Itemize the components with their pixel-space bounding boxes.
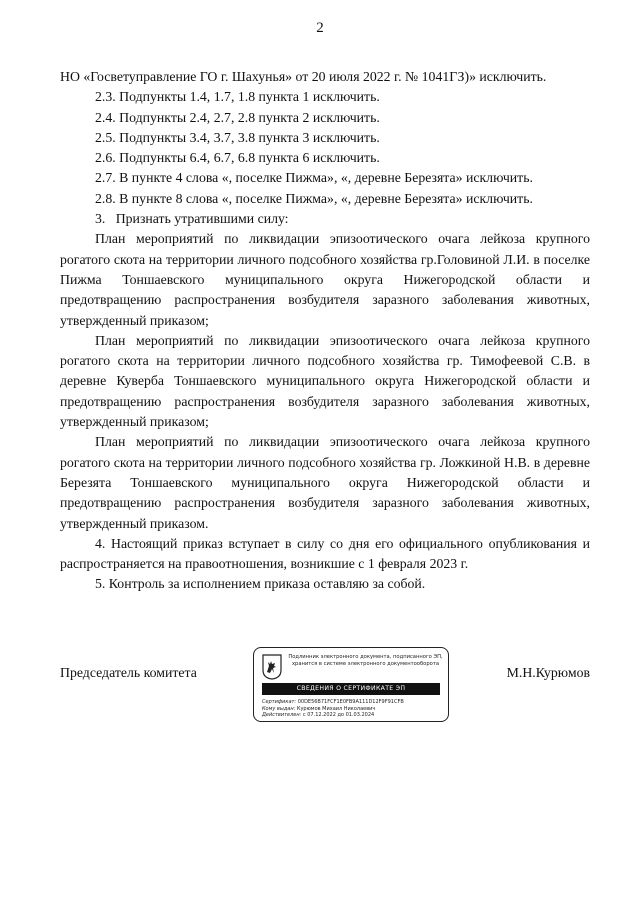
validity-label: Действителен: (262, 712, 302, 719)
plan-golovina: План мероприятий по ликвидации эпизоотического очага лейкоза крупного рогатого скота на территории личного подсобного хозяйства гр.Головиной Л.И. в поселке Пижма Тоншаевского муниципального округа Нижегородской области и предотвращению распространения возбудителя заразного заболевания животных, утвержденный приказом; (60, 231, 590, 328)
signatory-name: М.Н.Курюмов (506, 665, 590, 680)
paragraph-3: 3. Признать утратившими силу: (95, 211, 289, 227)
stamp-heading (288, 654, 443, 668)
paragraph-2-3: 2.3. Подпункты 1.4, 1.7, 1.8 пункта 1 исключить. (95, 89, 380, 105)
paragraph-2-5: 2.5. Подпункты 3.4, 3.7, 3.8 пункта 3 исключить. (95, 129, 380, 145)
paragraph-5: 5. Контроль за исполнением приказа оставляю за собой. (95, 576, 426, 592)
document-body (60, 67, 590, 595)
paragraph-4: 4. Настоящий приказ вступает в силу со дня его официального опубликования и распространяется на правоотношения, возникшие с 1 февраля 2023 г. (60, 535, 590, 572)
paragraph-2-7: 2.7. В пункте 4 слова «, поселке Пижма», «, деревне Березята» исключить. (95, 170, 533, 186)
plan-lozhkina: План мероприятий по ликвидации эпизоотического очага лейкоза крупного рогатого скота на территории личного подсобного хозяйства гр. Ложкиной Н.В. в деревне Березята Тоншаевского муниципального округа Нижегородской области и предотвращению распространения возбудителя заразного заболевания животных, утвержденный приказом. (60, 434, 590, 531)
validity-value: с 07.12.2022 до 01.03.2024 (302, 712, 375, 719)
plan-timofeeva: План мероприятий по ликвидации эпизоотического очага лейкоза крупного рогатого скота на территории личного подсобного хозяйства гр. Тимофеевой С.В. в деревне Куверба Тоншаевского муниципального округа Нижегородской области и предотвращению распространения возбудителя заразного заболевания животных, утвержденный приказом; (60, 332, 590, 430)
owner-value: Курюмов Михаил Николаевич (296, 705, 376, 712)
certificate-value: 00DE56B71FCF1E0FB9A111D12F9F91CFB (297, 699, 404, 705)
page-number: 2 (316, 20, 324, 36)
owner-row (262, 706, 442, 713)
stamp-heading-line-2: хранится в системе электронного документооборота (291, 661, 440, 667)
stamp-heading-line-1: Подлинник электронного документа, подписанного ЭП, (288, 654, 443, 660)
signatory-title: Председатель комитета (60, 665, 197, 680)
paragraph-continuation: НО «Госветуправление ГО г. Шахунья» от 20 июля 2022 г. № 1041ГЗ)» исключить. (60, 69, 547, 84)
stamp-bar: СВЕДЕНИЯ О СЕРТИФИКАТЕ ЭП (262, 683, 440, 695)
validity-row (262, 712, 442, 719)
certificate-details (262, 699, 442, 719)
deer-emblem-icon (262, 654, 282, 680)
paragraph-2-6: 2.6. Подпункты 6.4, 6.7, 6.8 пункта 6 исключить. (95, 150, 380, 166)
electronic-signature-stamp (253, 647, 449, 722)
certificate-row (262, 699, 442, 706)
paragraph-2-8: 2.8. В пункте 8 слова «, поселке Пижма», «, деревне Березята» исключить. (95, 190, 533, 206)
certificate-label: Сертификат: (262, 699, 297, 705)
owner-label: Кому выдан: (262, 705, 296, 712)
paragraph-2-4: 2.4. Подпункты 2.4, 2.7, 2.8 пункта 2 исключить. (95, 109, 380, 125)
